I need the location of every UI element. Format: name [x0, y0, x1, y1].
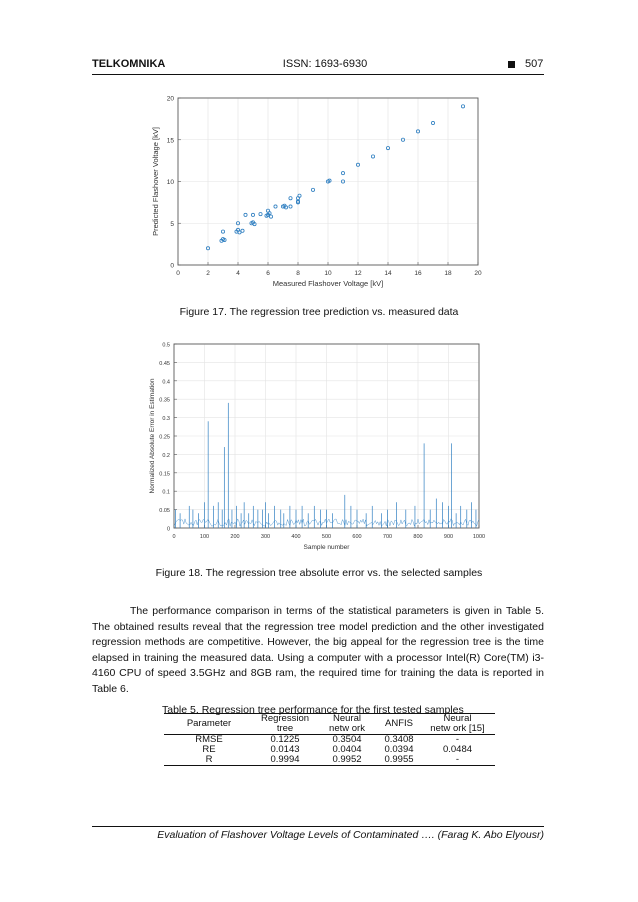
header-neural-network: Neural netw ork — [316, 714, 378, 735]
x-axis-label: Measured Flashover Voltage [kV] — [272, 279, 384, 288]
page-number-group — [508, 58, 543, 70]
x-tick-label: 800 — [413, 534, 423, 540]
cell: 0.9952 — [316, 755, 378, 766]
figure-18-error-chart — [148, 336, 490, 556]
x-tick-label: 0 — [172, 534, 176, 540]
body-paragraph — [92, 604, 544, 698]
cell: 0.9955 — [378, 755, 420, 766]
cell: RE — [202, 744, 216, 755]
table-5 — [164, 713, 495, 766]
footer-rule — [92, 826, 544, 827]
running-footer: Evaluation of Flashover Voltage Levels of Contaminated …. (Farag K. Abo Elyousr) — [157, 829, 544, 841]
y-tick-label: 5 — [170, 220, 174, 228]
y-tick-label: 0.5 — [162, 342, 170, 349]
x-axis-label: Sample number — [303, 544, 350, 551]
x-tick-label: 14 — [384, 270, 392, 277]
y-tick-label: 20 — [166, 95, 174, 103]
table-row — [164, 755, 495, 766]
figure-18-caption: Figure 18. The regression tree absolute error vs. the selected samples — [155, 567, 483, 579]
cell: R — [164, 755, 254, 766]
table-5-caption: Table 5. Regression tree performance for the first tested samples — [162, 704, 464, 716]
cell: RMSE — [195, 734, 223, 745]
x-tick-label: 100 — [199, 534, 210, 540]
y-tick-label: 0.05 — [159, 508, 170, 515]
header-parameter: Parameter — [164, 714, 254, 735]
cell: 0.0484 — [442, 744, 473, 755]
square-bullet-icon — [508, 61, 515, 68]
x-tick-label: 16 — [414, 270, 422, 277]
y-tick-label: 0.25 — [159, 434, 170, 441]
x-tick-label: 6 — [266, 270, 270, 277]
x-tick-label: 2 — [206, 270, 210, 277]
x-tick-label: 400 — [291, 534, 301, 540]
y-axis-label: Predicted Flashover Voltage [kV] — [151, 127, 160, 236]
y-tick-label: 0.35 — [159, 397, 170, 404]
cell: - — [420, 755, 495, 766]
cell: - — [455, 734, 460, 745]
x-tick-label: 500 — [321, 534, 332, 540]
x-tick-label: 900 — [443, 534, 454, 540]
figure-17-caption: Figure 17. The regression tree prediction vs. measured data — [179, 306, 459, 318]
figure-17-scatter-chart — [150, 88, 490, 298]
cell: 0.0143 — [270, 744, 300, 755]
x-tick-label: 8 — [296, 270, 300, 277]
y-tick-label: 0.45 — [159, 360, 170, 367]
cell: 0.9994 — [254, 755, 316, 766]
x-tick-label: 4 — [236, 270, 240, 277]
y-tick-label: 0.1 — [162, 489, 170, 496]
x-tick-label: 700 — [382, 534, 393, 540]
y-tick-label: 0.15 — [159, 471, 170, 478]
x-tick-label: 0 — [176, 270, 180, 277]
y-tick-label: 15 — [166, 137, 174, 145]
cell: 0.1225 — [270, 734, 300, 745]
x-tick-label: 600 — [352, 534, 362, 540]
y-tick-label: 10 — [166, 179, 174, 186]
cell: 0.0394 — [384, 744, 414, 755]
y-tick-label: 0.4 — [162, 379, 170, 386]
cell: 0.3504 — [332, 734, 362, 745]
x-tick-label: 1000 — [472, 534, 486, 540]
header-anfis: ANFIS — [378, 714, 420, 735]
cell: 0.3408 — [384, 734, 414, 745]
x-tick-label: 20 — [474, 270, 482, 277]
page-number: 507 — [525, 58, 544, 70]
x-tick-label: 10 — [324, 270, 332, 277]
x-tick-label: 18 — [444, 270, 452, 277]
header-rule — [92, 74, 544, 75]
y-tick-label: 0.3 — [162, 416, 170, 423]
journal-name: TELKOMNIKA — [92, 58, 166, 70]
y-tick-label: 0 — [170, 262, 174, 270]
paragraph-text: The performance comparison in terms of the statistical parameters is given in Table 5. The obtained results reveal that the regression tree model prediction and the other investigated regression methods are competitive. However, the big appeal for the regression tree is the time elapsed in training the measured data. Using a computer with a processor Intel(R) Core(TM) i3-4160 CPU of speed 3.5GHz and 8GB ram, the required time for training the data is reported in Table 6. — [92, 605, 544, 695]
header-neural-network-15: Neural netw ork [15] — [420, 714, 495, 735]
x-tick-label: 200 — [230, 534, 240, 540]
cell: 0.0404 — [332, 744, 362, 755]
x-tick-label: 300 — [260, 534, 271, 540]
y-tick-label: 0 — [166, 526, 170, 533]
y-tick-label: 0.2 — [162, 452, 170, 459]
header-regression-tree: Regression tree — [254, 714, 316, 735]
y-axis-label: Normalized Absolute Error in Estimation — [149, 378, 156, 494]
table-row — [164, 745, 495, 755]
issn: ISSN: 1693-6930 — [282, 58, 368, 70]
x-tick-label: 12 — [354, 270, 362, 277]
